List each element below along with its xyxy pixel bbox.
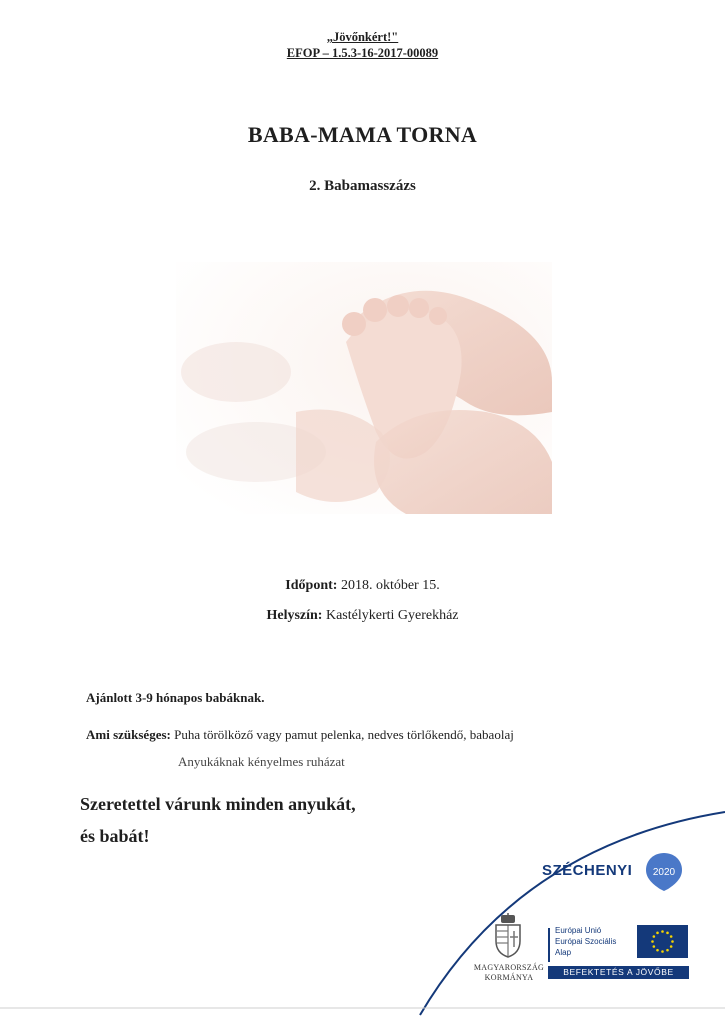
- eu-text-1: Európai Unió: [555, 926, 602, 935]
- eu-star: [666, 932, 669, 935]
- page-title: BABA-MAMA TORNA: [247, 122, 478, 147]
- project-code: EFOP – 1.5.3-16-2017-00089: [286, 46, 439, 60]
- eu-star: [671, 940, 674, 943]
- eu-divider: [548, 928, 550, 962]
- age-recommendation: Ajánlott 3-9 hónapos babáknak.: [86, 690, 265, 705]
- page-subtitle: 2. Babamasszázs: [309, 178, 416, 194]
- badge-year: 2020: [652, 867, 676, 878]
- place-label: Helyszín:: [266, 608, 323, 623]
- szechenyi-logo-text: SZÉCHENYI: [542, 862, 633, 879]
- eu-text-2: Európai Szociális: [555, 937, 617, 946]
- welcome-line-2: és babát!: [80, 826, 150, 846]
- eu-star: [651, 940, 654, 943]
- eu-text-3: Alap: [555, 948, 572, 957]
- eu-star: [656, 932, 659, 935]
- needs-line-2: Anyukáknak kényelmes ruházat: [178, 754, 345, 769]
- invest-banner: BEFEKTETÉS A JÖVŐBE: [548, 966, 689, 979]
- time-value: 2018. október 15.: [340, 578, 440, 593]
- event-place: [0, 608, 725, 624]
- eu-star: [670, 935, 673, 938]
- event-time: [0, 578, 725, 594]
- eu-star: [661, 950, 664, 953]
- eu-star: [666, 949, 669, 952]
- time-label: Időpont:: [285, 578, 338, 593]
- eu-star: [653, 935, 656, 938]
- eu-star: [670, 945, 673, 948]
- szechenyi-2020-badge: [644, 851, 684, 891]
- welcome-line-1: Szeretettel várunk minden anyukát,: [80, 794, 356, 814]
- slogan: „Jövőnkért!": [326, 30, 399, 44]
- needs-line: [86, 727, 514, 743]
- needs-items: Puha törölköző vagy pamut pelenka, nedves törlőkendő, babaolaj: [174, 727, 514, 742]
- government-line-1: MAGYARORSZÁG: [473, 963, 545, 972]
- eu-star: [661, 930, 664, 933]
- hungarian-coat-of-arms-icon: [488, 913, 528, 959]
- place-value: Kastélykerti Gyerekház: [325, 608, 459, 623]
- baby-massage-photo: [176, 262, 552, 514]
- eu-star: [653, 945, 656, 948]
- needs-label: Ami szükséges:: [86, 727, 171, 742]
- eu-flag-icon: [637, 925, 688, 958]
- government-line-2: KORMÁNYA: [484, 973, 534, 982]
- eu-star: [656, 949, 659, 952]
